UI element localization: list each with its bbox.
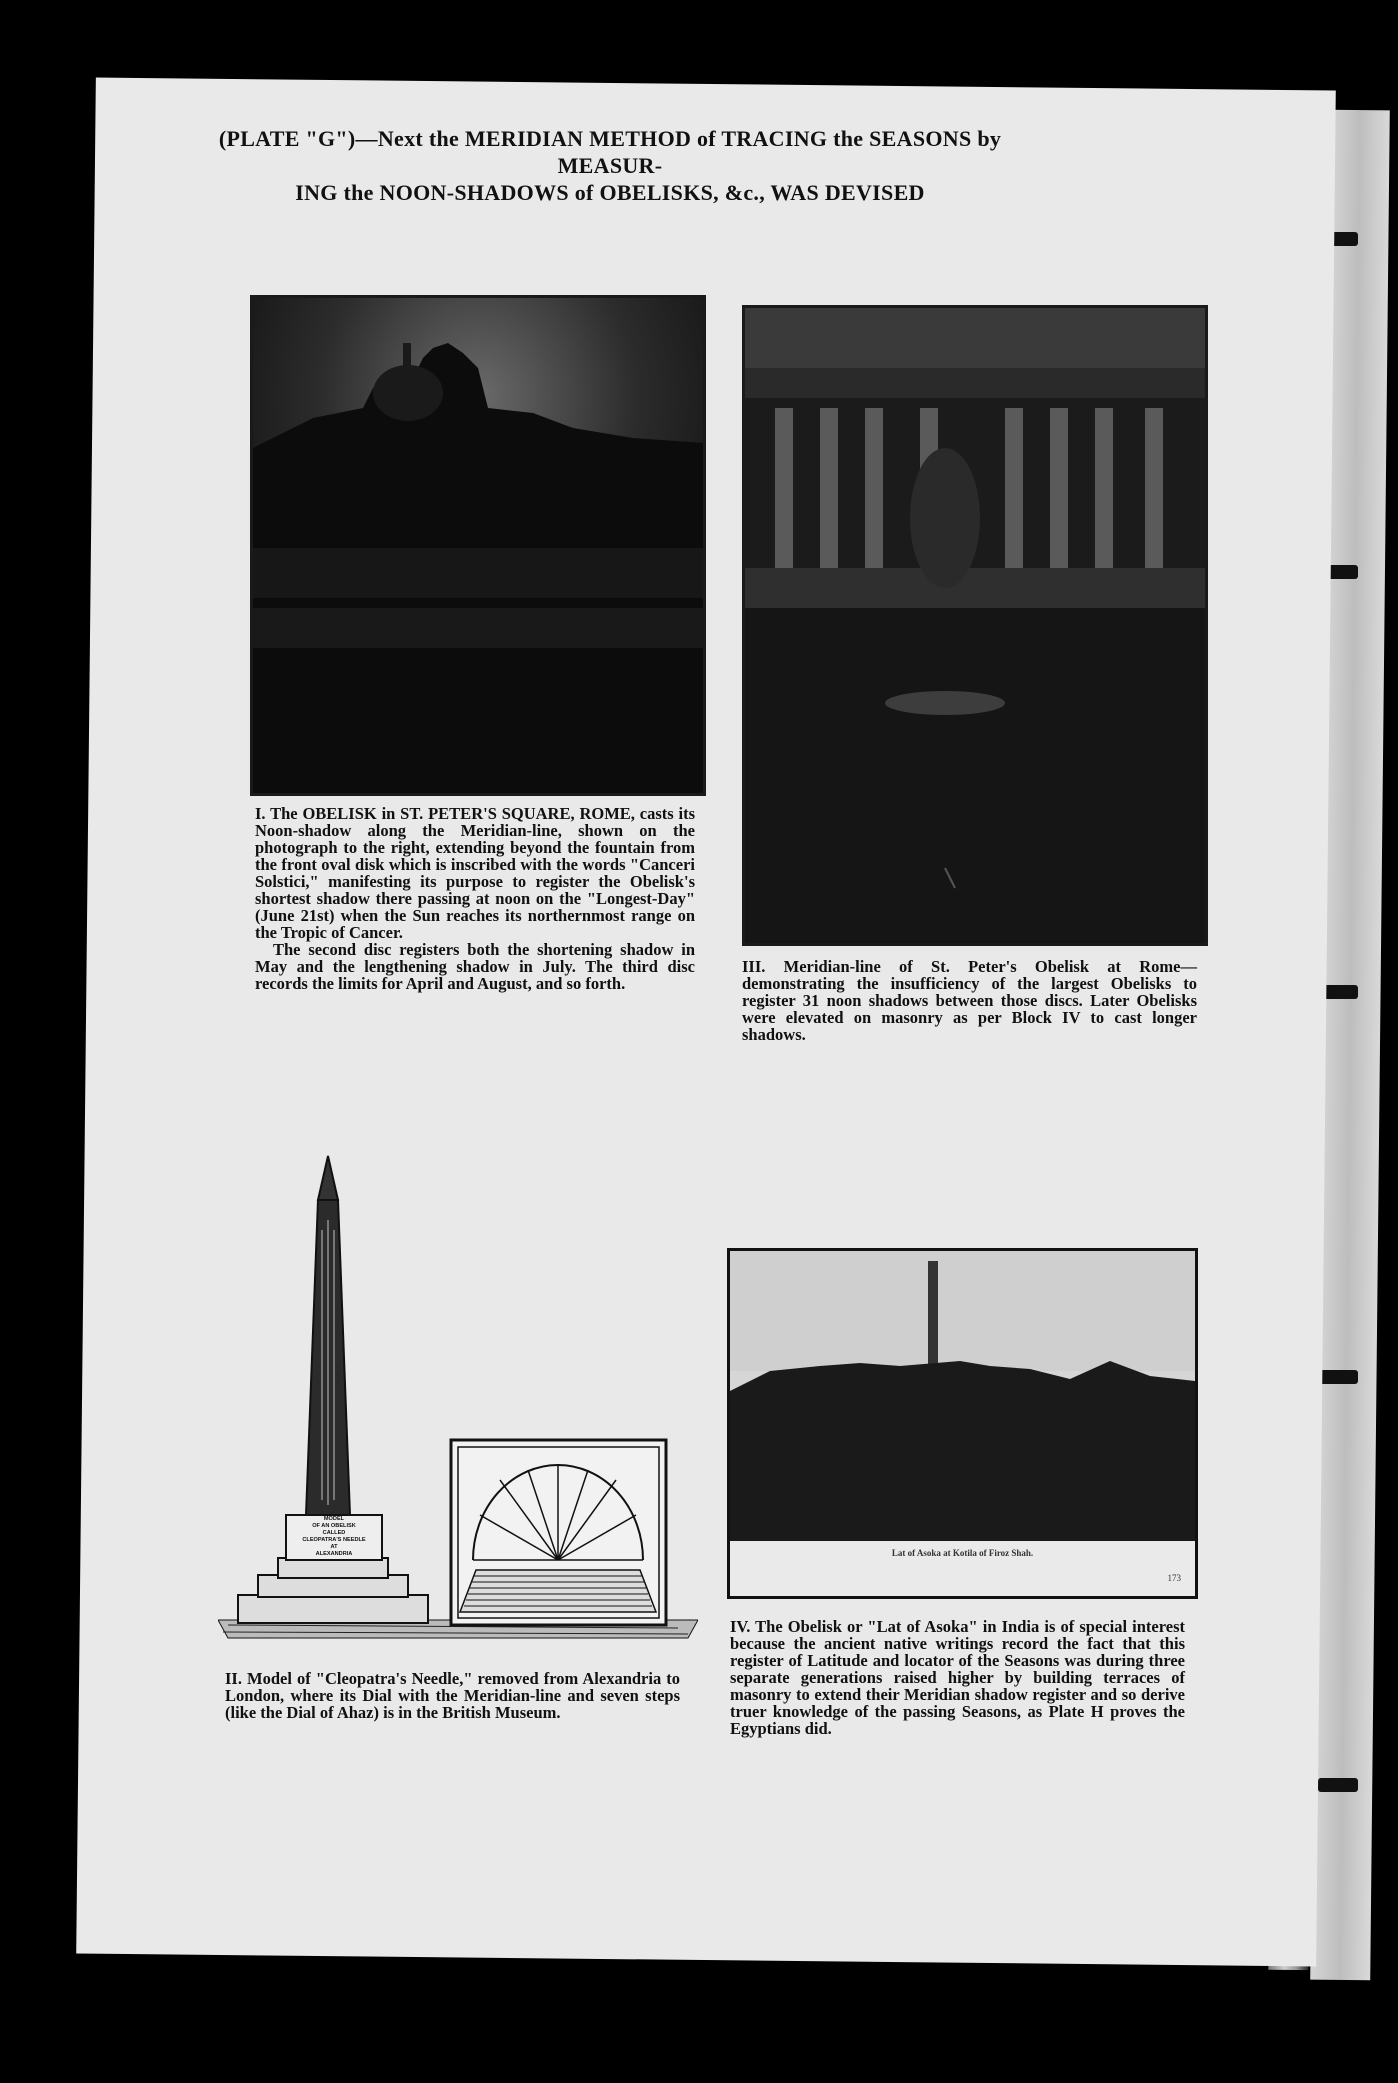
plinth-line: MODEL (323, 1516, 345, 1522)
photo-label: Lat of Asoka at Kotila of Firoz Shah. (891, 1548, 1034, 1558)
photo-lat-of-asoka (727, 1248, 1198, 1599)
plate-title (190, 125, 1030, 206)
illustration-cleopatras-needle (218, 1150, 698, 1640)
caption-figure-1 (255, 805, 695, 992)
caption-figure-4 (730, 1618, 1185, 1737)
caption-figure-3 (742, 958, 1197, 1043)
plinth-line: OF AN OBELISK (312, 1523, 356, 1529)
binding-clip (1318, 1370, 1358, 1384)
plate-title-line2: ING the NOON-SHADOWS of OBELISKS, &c., WAS DEVISED (295, 180, 925, 205)
caption-figure-2-text: II. Model of "Cleopatra's Needle," removed from Alexandria to London, where its Dial with the Meridian-line and seven steps (like the Dial of Ahaz) is in the British Museum. (225, 1669, 680, 1722)
plate-title-line1: (PLATE "G")—Next the MERIDIAN METHOD of TRACING the SEASONS by MEASUR- (218, 126, 1002, 178)
binding-clip (1318, 1778, 1358, 1792)
plinth-line: CLEOPATRA'S NEEDLE (302, 1537, 366, 1543)
photo-number: 173 (1167, 1573, 1181, 1583)
plinth-line: ALEXANDRIA (315, 1551, 353, 1557)
photo-meridian-line (742, 305, 1208, 946)
plinth-inscription (286, 1516, 382, 1558)
caption-figure-4-text: IV. The Obelisk or "Lat of Asoka" in India is of special interest because the ancient native writings record the fact that this register of Latitude and locator of the Seasons was during three separate generations raised higher by building terraces of masonry to extend their Meridian shadow register and so derive truer knowledge of the passing Seasons, as Plate H proves the Egyptians did. (730, 1617, 1185, 1738)
plinth-line: CALLED (322, 1530, 346, 1536)
caption-figure-3-text: III. Meridian-line of St. Peter's Obelisk at Rome—demonstrating the insufficiency of the largest Obelisks to register 31 noon shadows between those discs. Later Obelisks were elevated on masonry as per Block IV to cast longer shadows. (742, 957, 1197, 1044)
caption-figure-1-p2: The second disc registers both the shortening shadow in May and the lengthening shadow in July. The third disc records the limits for April and August, and so forth. (255, 940, 695, 993)
plinth-line: AT (330, 1544, 338, 1550)
caption-figure-2 (225, 1670, 680, 1721)
photo-st-peters-square (250, 295, 706, 796)
caption-figure-1-p1: I. The OBELISK in ST. PETER'S SQUARE, ROME, casts its Noon-shadow along the Meridian-line, shown on the photograph to the right, extending beyond the fountain from the front oval disk which is inscribed with the words "Canceri Solstici," manifesting its purpose to register the Obelisk's shortest shadow there passing at noon on the "Longest-Day" (June 21st) when the Sun reaches its northernmost range on the Tropic of Cancer. (255, 804, 695, 942)
